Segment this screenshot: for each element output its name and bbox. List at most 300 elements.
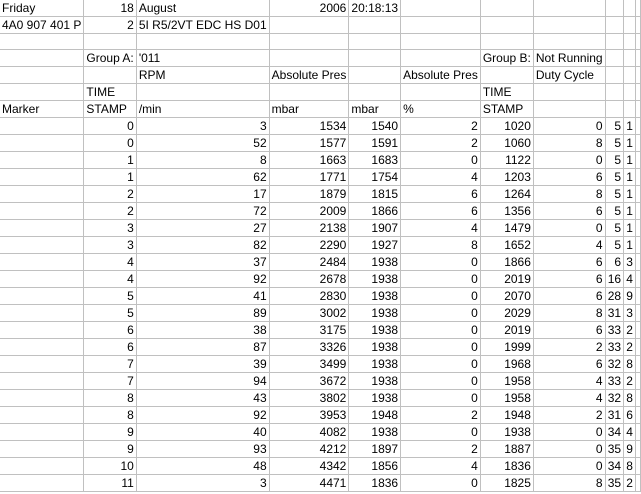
cell[interactable]: 1938: [349, 322, 401, 339]
cell[interactable]: 2: [624, 339, 636, 356]
cell[interactable]: [635, 441, 640, 458]
cell[interactable]: 7: [84, 373, 136, 390]
cell[interactable]: Group B:: [480, 50, 533, 67]
marker-cell[interactable]: [0, 458, 84, 475]
marker-cell[interactable]: [0, 339, 84, 356]
cell[interactable]: 2830: [269, 288, 349, 305]
marker-cell[interactable]: [0, 475, 84, 492]
cell[interactable]: 0: [401, 373, 481, 390]
cell[interactable]: [269, 84, 349, 101]
cell[interactable]: 28: [605, 288, 624, 305]
cell[interactable]: 1836: [480, 458, 533, 475]
cell[interactable]: 2: [84, 186, 136, 203]
cell[interactable]: 2: [84, 17, 136, 34]
cell[interactable]: [635, 135, 640, 152]
cell[interactable]: 3802: [269, 390, 349, 407]
cell[interactable]: [349, 84, 401, 101]
cell[interactable]: [605, 84, 624, 101]
cell[interactable]: 1938: [349, 288, 401, 305]
cell[interactable]: [533, 34, 605, 50]
cell[interactable]: 8: [533, 475, 605, 492]
cell[interactable]: 8: [533, 135, 605, 152]
cell[interactable]: 1938: [349, 254, 401, 271]
cell[interactable]: 0: [401, 271, 481, 288]
cell[interactable]: 31: [605, 305, 624, 322]
cell[interactable]: 2138: [269, 220, 349, 237]
cell[interactable]: [635, 34, 640, 50]
cell[interactable]: 6: [533, 271, 605, 288]
marker-cell[interactable]: [0, 169, 84, 186]
cell[interactable]: 2: [401, 441, 481, 458]
cell[interactable]: 35: [605, 475, 624, 492]
cell[interactable]: [401, 0, 481, 17]
cell[interactable]: [635, 67, 640, 84]
marker-cell[interactable]: [0, 135, 84, 152]
cell[interactable]: 2019: [480, 322, 533, 339]
cell[interactable]: 0: [401, 288, 481, 305]
cell[interactable]: 72: [136, 203, 269, 220]
cell[interactable]: 9: [84, 441, 136, 458]
cell[interactable]: 6: [605, 254, 624, 271]
cell[interactable]: 1958: [480, 373, 533, 390]
cell[interactable]: 33: [605, 373, 624, 390]
cell[interactable]: 3175: [269, 322, 349, 339]
cell[interactable]: 1652: [480, 237, 533, 254]
cell[interactable]: 0: [401, 356, 481, 373]
cell[interactable]: 4: [401, 169, 481, 186]
cell[interactable]: August: [136, 0, 269, 17]
cell[interactable]: 1836: [349, 475, 401, 492]
cell[interactable]: 8: [533, 186, 605, 203]
cell[interactable]: 1754: [349, 169, 401, 186]
cell[interactable]: 94: [136, 373, 269, 390]
cell[interactable]: 52: [136, 135, 269, 152]
cell[interactable]: [605, 17, 624, 34]
cell[interactable]: 3002: [269, 305, 349, 322]
cell[interactable]: 0: [401, 390, 481, 407]
cell[interactable]: 1: [624, 237, 636, 254]
cell[interactable]: [635, 254, 640, 271]
cell[interactable]: 0: [84, 135, 136, 152]
cell[interactable]: 18: [84, 0, 136, 17]
cell[interactable]: 1897: [349, 441, 401, 458]
cell[interactable]: 4: [533, 237, 605, 254]
cell[interactable]: 3: [624, 254, 636, 271]
cell[interactable]: 3: [624, 305, 636, 322]
cell[interactable]: Absolute Pres: [401, 67, 481, 84]
marker-cell[interactable]: [0, 220, 84, 237]
cell[interactable]: 7: [84, 356, 136, 373]
cell[interactable]: Friday: [0, 0, 84, 17]
cell[interactable]: [635, 339, 640, 356]
cell[interactable]: RPM: [136, 67, 269, 84]
cell[interactable]: 6: [533, 169, 605, 186]
cell[interactable]: 1356: [480, 203, 533, 220]
cell[interactable]: 4: [84, 254, 136, 271]
cell[interactable]: [136, 84, 269, 101]
cell[interactable]: 11: [84, 475, 136, 492]
cell[interactable]: 0: [533, 152, 605, 169]
cell[interactable]: [0, 67, 84, 84]
cell[interactable]: 3326: [269, 339, 349, 356]
cell[interactable]: 3: [136, 118, 269, 135]
cell[interactable]: 3: [84, 220, 136, 237]
cell[interactable]: 2006: [269, 0, 349, 17]
cell[interactable]: 0: [533, 458, 605, 475]
cell[interactable]: 2: [401, 407, 481, 424]
cell[interactable]: 1771: [269, 169, 349, 186]
cell[interactable]: [605, 34, 624, 50]
cell[interactable]: 1577: [269, 135, 349, 152]
cell[interactable]: [624, 84, 636, 101]
cell[interactable]: 8: [533, 305, 605, 322]
cell[interactable]: 8: [84, 390, 136, 407]
cell[interactable]: 38: [136, 322, 269, 339]
cell[interactable]: 2: [624, 322, 636, 339]
cell[interactable]: 1958: [480, 390, 533, 407]
cell[interactable]: 8: [84, 407, 136, 424]
cell[interactable]: mbar: [349, 101, 401, 118]
cell[interactable]: [624, 67, 636, 84]
cell[interactable]: [0, 50, 84, 67]
cell[interactable]: [635, 475, 640, 492]
cell[interactable]: 4: [533, 390, 605, 407]
cell[interactable]: 34: [605, 424, 624, 441]
cell[interactable]: 40: [136, 424, 269, 441]
cell[interactable]: 8: [624, 356, 636, 373]
cell[interactable]: 2: [401, 118, 481, 135]
cell[interactable]: TIME: [84, 84, 136, 101]
cell[interactable]: [635, 458, 640, 475]
cell[interactable]: [624, 101, 636, 118]
cell[interactable]: [635, 220, 640, 237]
cell[interactable]: 1591: [349, 135, 401, 152]
cell[interactable]: [635, 186, 640, 203]
cell[interactable]: 2484: [269, 254, 349, 271]
cell[interactable]: Not Running: [533, 50, 605, 67]
cell[interactable]: [635, 373, 640, 390]
cell[interactable]: [635, 271, 640, 288]
cell[interactable]: 17: [136, 186, 269, 203]
cell[interactable]: 1264: [480, 186, 533, 203]
cell[interactable]: 5: [605, 237, 624, 254]
cell[interactable]: 89: [136, 305, 269, 322]
marker-cell[interactable]: [0, 237, 84, 254]
cell[interactable]: 1866: [349, 203, 401, 220]
cell[interactable]: TIME: [480, 84, 533, 101]
cell[interactable]: Marker: [0, 101, 84, 118]
cell[interactable]: 1: [624, 135, 636, 152]
cell[interactable]: 1938: [349, 339, 401, 356]
cell[interactable]: 1122: [480, 152, 533, 169]
cell[interactable]: 0: [401, 339, 481, 356]
cell[interactable]: 4: [624, 271, 636, 288]
cell[interactable]: 1938: [349, 305, 401, 322]
cell[interactable]: 1203: [480, 169, 533, 186]
cell[interactable]: 1534: [269, 118, 349, 135]
cell[interactable]: 92: [136, 271, 269, 288]
cell[interactable]: [480, 34, 533, 50]
marker-cell[interactable]: [0, 271, 84, 288]
cell[interactable]: 6: [533, 288, 605, 305]
cell[interactable]: 0: [401, 322, 481, 339]
cell[interactable]: 4342: [269, 458, 349, 475]
cell[interactable]: 4A0 907 401 P: [0, 17, 84, 34]
cell[interactable]: 8: [624, 458, 636, 475]
cell[interactable]: 27: [136, 220, 269, 237]
cell[interactable]: [401, 17, 481, 34]
cell[interactable]: 6: [84, 322, 136, 339]
cell[interactable]: 0: [401, 305, 481, 322]
cell[interactable]: [624, 0, 636, 17]
cell[interactable]: 1887: [480, 441, 533, 458]
cell[interactable]: 2: [401, 135, 481, 152]
cell[interactable]: 6: [624, 407, 636, 424]
marker-cell[interactable]: [0, 373, 84, 390]
cell[interactable]: 5: [605, 186, 624, 203]
cell[interactable]: [533, 17, 605, 34]
marker-cell[interactable]: [0, 424, 84, 441]
cell[interactable]: 32: [605, 356, 624, 373]
cell[interactable]: 1: [624, 203, 636, 220]
cell[interactable]: 1825: [480, 475, 533, 492]
cell[interactable]: 43: [136, 390, 269, 407]
cell[interactable]: 5: [605, 118, 624, 135]
cell[interactable]: [349, 67, 401, 84]
cell[interactable]: 20:18:13: [349, 0, 401, 17]
cell[interactable]: [635, 322, 640, 339]
cell[interactable]: [269, 50, 349, 67]
cell[interactable]: [605, 0, 624, 17]
cell[interactable]: 9: [84, 424, 136, 441]
cell[interactable]: 8: [624, 390, 636, 407]
cell[interactable]: 0: [401, 254, 481, 271]
cell[interactable]: [635, 305, 640, 322]
cell[interactable]: 3953: [269, 407, 349, 424]
marker-cell[interactable]: [0, 152, 84, 169]
cell[interactable]: [84, 67, 136, 84]
cell[interactable]: [401, 50, 481, 67]
cell[interactable]: [269, 34, 349, 50]
cell[interactable]: [269, 17, 349, 34]
cell[interactable]: 10: [84, 458, 136, 475]
cell[interactable]: 1938: [480, 424, 533, 441]
cell[interactable]: 93: [136, 441, 269, 458]
cell[interactable]: 1938: [349, 356, 401, 373]
marker-cell[interactable]: [0, 254, 84, 271]
cell[interactable]: [605, 101, 624, 118]
cell[interactable]: 5: [84, 288, 136, 305]
cell[interactable]: [635, 0, 640, 17]
cell[interactable]: 2: [624, 373, 636, 390]
cell[interactable]: [635, 118, 640, 135]
cell[interactable]: 0: [401, 152, 481, 169]
cell[interactable]: 3672: [269, 373, 349, 390]
cell[interactable]: [480, 17, 533, 34]
marker-cell[interactable]: [0, 288, 84, 305]
cell[interactable]: [605, 67, 624, 84]
cell[interactable]: [635, 152, 640, 169]
cell[interactable]: [136, 34, 269, 50]
cell[interactable]: 2: [533, 407, 605, 424]
cell[interactable]: 5: [605, 220, 624, 237]
cell[interactable]: 1020: [480, 118, 533, 135]
marker-cell[interactable]: [0, 322, 84, 339]
cell[interactable]: 1: [84, 169, 136, 186]
cell[interactable]: /min: [136, 101, 269, 118]
cell[interactable]: 0: [533, 118, 605, 135]
cell[interactable]: 6: [401, 203, 481, 220]
cell[interactable]: 1938: [349, 373, 401, 390]
cell[interactable]: 0: [401, 475, 481, 492]
cell[interactable]: 1948: [480, 407, 533, 424]
cell[interactable]: 1815: [349, 186, 401, 203]
cell[interactable]: [533, 84, 605, 101]
cell[interactable]: [0, 84, 84, 101]
cell[interactable]: [533, 101, 605, 118]
cell[interactable]: STAMP: [84, 101, 136, 118]
cell[interactable]: [349, 17, 401, 34]
cell[interactable]: 1: [624, 169, 636, 186]
cell[interactable]: [635, 50, 640, 67]
cell[interactable]: 5: [84, 305, 136, 322]
cell[interactable]: 1856: [349, 458, 401, 475]
cell[interactable]: [480, 0, 533, 17]
cell[interactable]: 1927: [349, 237, 401, 254]
cell[interactable]: [349, 50, 401, 67]
cell[interactable]: 1948: [349, 407, 401, 424]
marker-cell[interactable]: [0, 390, 84, 407]
cell[interactable]: [401, 34, 481, 50]
cell[interactable]: 35: [605, 441, 624, 458]
cell[interactable]: 0: [401, 424, 481, 441]
marker-cell[interactable]: [0, 356, 84, 373]
cell[interactable]: 82: [136, 237, 269, 254]
cell[interactable]: 6: [401, 186, 481, 203]
cell[interactable]: 6: [533, 203, 605, 220]
cell[interactable]: 4212: [269, 441, 349, 458]
cell[interactable]: [635, 356, 640, 373]
cell[interactable]: 1907: [349, 220, 401, 237]
cell[interactable]: [635, 203, 640, 220]
cell[interactable]: 1938: [349, 390, 401, 407]
cell[interactable]: 1060: [480, 135, 533, 152]
cell[interactable]: 37: [136, 254, 269, 271]
cell[interactable]: STAMP: [480, 101, 533, 118]
cell[interactable]: 6: [84, 339, 136, 356]
cell[interactable]: Group A:: [84, 50, 136, 67]
cell[interactable]: %: [401, 101, 481, 118]
cell[interactable]: [605, 50, 624, 67]
cell[interactable]: mbar: [269, 101, 349, 118]
cell[interactable]: 5I R5/2VT EDC HS D01: [136, 17, 269, 34]
cell[interactable]: [84, 34, 136, 50]
cell[interactable]: [635, 424, 640, 441]
cell[interactable]: 1938: [349, 271, 401, 288]
cell[interactable]: 6: [533, 322, 605, 339]
cell[interactable]: 34: [605, 458, 624, 475]
cell[interactable]: 1866: [480, 254, 533, 271]
cell[interactable]: 41: [136, 288, 269, 305]
cell[interactable]: 2029: [480, 305, 533, 322]
cell[interactable]: [624, 50, 636, 67]
cell[interactable]: 92: [136, 407, 269, 424]
cell[interactable]: 1: [624, 220, 636, 237]
cell[interactable]: 4: [84, 271, 136, 288]
cell[interactable]: 2009: [269, 203, 349, 220]
cell[interactable]: 4471: [269, 475, 349, 492]
cell[interactable]: 2678: [269, 271, 349, 288]
cell[interactable]: [533, 0, 605, 17]
cell[interactable]: 8: [136, 152, 269, 169]
cell[interactable]: [635, 288, 640, 305]
cell[interactable]: 5: [605, 203, 624, 220]
cell[interactable]: 16: [605, 271, 624, 288]
cell[interactable]: 1968: [480, 356, 533, 373]
marker-cell[interactable]: [0, 203, 84, 220]
cell[interactable]: 1999: [480, 339, 533, 356]
cell[interactable]: 2070: [480, 288, 533, 305]
cell[interactable]: 3: [84, 237, 136, 254]
cell[interactable]: [624, 17, 636, 34]
cell[interactable]: 6: [533, 356, 605, 373]
cell[interactable]: [349, 34, 401, 50]
cell[interactable]: 32: [605, 390, 624, 407]
cell[interactable]: [635, 407, 640, 424]
cell[interactable]: 6: [533, 254, 605, 271]
cell[interactable]: Absolute Pres: [269, 67, 349, 84]
cell[interactable]: [635, 84, 640, 101]
cell[interactable]: 0: [533, 441, 605, 458]
cell[interactable]: 1879: [269, 186, 349, 203]
cell[interactable]: 0: [84, 118, 136, 135]
cell[interactable]: 5: [605, 135, 624, 152]
cell[interactable]: [0, 34, 84, 50]
cell[interactable]: [401, 84, 481, 101]
cell[interactable]: 5: [605, 152, 624, 169]
cell[interactable]: 4: [624, 424, 636, 441]
cell[interactable]: [635, 17, 640, 34]
cell[interactable]: 87: [136, 339, 269, 356]
cell[interactable]: 4: [533, 373, 605, 390]
cell[interactable]: [635, 101, 640, 118]
cell[interactable]: 31: [605, 407, 624, 424]
cell[interactable]: 1683: [349, 152, 401, 169]
cell[interactable]: 4082: [269, 424, 349, 441]
cell[interactable]: 33: [605, 322, 624, 339]
cell[interactable]: 39: [136, 356, 269, 373]
marker-cell[interactable]: [0, 186, 84, 203]
cell[interactable]: [624, 34, 636, 50]
cell[interactable]: Duty Cycle: [533, 67, 605, 84]
cell[interactable]: 0: [533, 220, 605, 237]
cell[interactable]: 9: [624, 441, 636, 458]
cell[interactable]: [635, 390, 640, 407]
marker-cell[interactable]: [0, 305, 84, 322]
cell[interactable]: [635, 169, 640, 186]
cell[interactable]: 3499: [269, 356, 349, 373]
marker-cell[interactable]: [0, 118, 84, 135]
cell[interactable]: 8: [401, 237, 481, 254]
cell[interactable]: 2: [624, 475, 636, 492]
cell[interactable]: 1: [624, 186, 636, 203]
cell[interactable]: 2: [84, 203, 136, 220]
cell[interactable]: 3: [136, 475, 269, 492]
cell[interactable]: 1: [624, 118, 636, 135]
cell[interactable]: 5: [605, 169, 624, 186]
cell[interactable]: 9: [624, 288, 636, 305]
cell[interactable]: 2: [533, 339, 605, 356]
